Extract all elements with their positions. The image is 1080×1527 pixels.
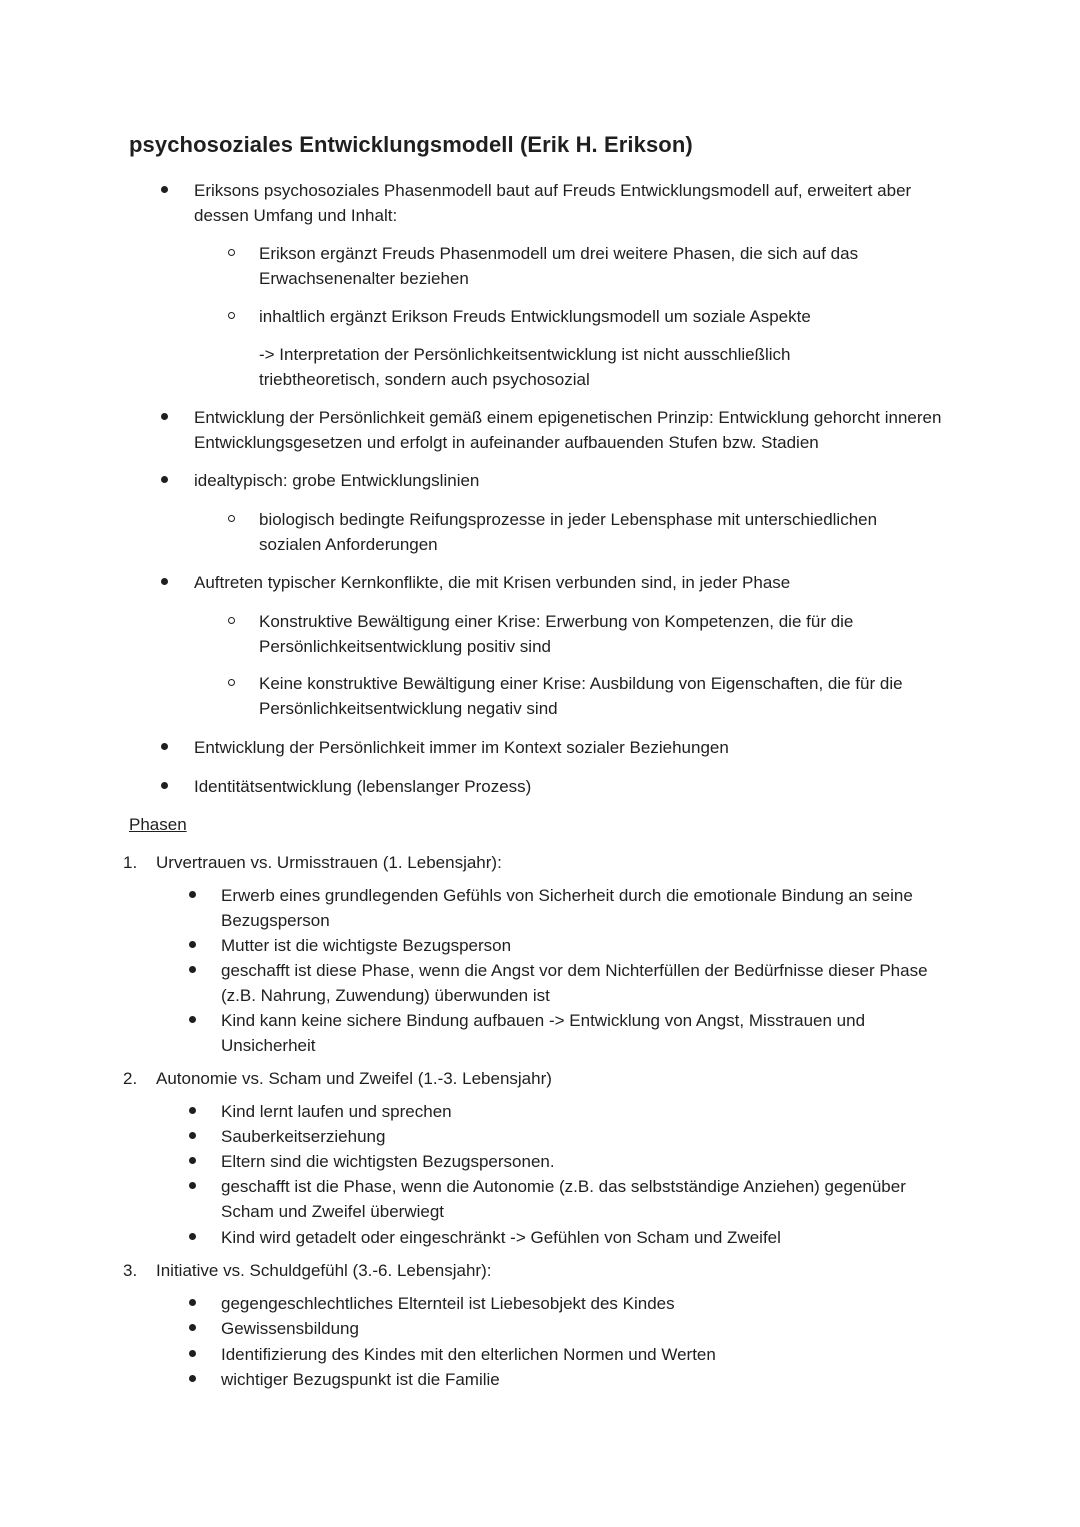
phase-item: Erwerb eines grundlegenden Gefühls von Sicherheit durch die emotionale Bindung an seine Bezugsperson [221, 886, 913, 930]
bullet-icon [189, 1182, 196, 1189]
bullet-icon [189, 1350, 196, 1357]
circle-bullet-icon [228, 312, 235, 319]
phase-title: Initiative vs. Schuldgefühl (3.-6. Lebensjahr): [156, 1261, 492, 1280]
circle-bullet-icon [228, 249, 235, 256]
bullet-icon [189, 1157, 196, 1164]
intro-bullet-4-sub-2: Keine konstruktive Bewältigung einer Krise: Ausbildung von Eigenschaften, die für die Persönlichkeitsentwicklung negativ sind [259, 674, 903, 718]
bullet-icon [189, 1016, 196, 1023]
phasen-heading: Phasen [129, 815, 187, 834]
phase-item: Eltern sind die wichtigsten Bezugspersonen. [221, 1152, 555, 1171]
phase-item: wichtiger Bezugspunkt ist die Familie [221, 1370, 500, 1389]
bullet-icon [189, 1107, 196, 1114]
intro-bullet-1-sub-1: Erikson ergänzt Freuds Phasenmodell um drei weitere Phasen, die sich auf das Erwachsenenalter beziehen [259, 244, 859, 288]
circle-bullet-icon [228, 515, 235, 522]
intro-bullet-3: idealtypisch: grobe Entwicklungslinien [194, 471, 480, 490]
bullet-icon [189, 891, 196, 898]
bullet-icon [161, 476, 168, 483]
bullet-icon [161, 413, 168, 420]
circle-bullet-icon [228, 679, 235, 686]
bullet-icon [189, 966, 196, 973]
phase-number: 2. [123, 1069, 138, 1088]
phase-item: geschafft ist diese Phase, wenn die Angst vor dem Nichterfüllen der Bedürfnisse dieser Phase (z.B. Nahrung, Zuwendung) überwunden ist [221, 961, 928, 1005]
phase-item: Mutter ist die wichtigste Bezugsperson [221, 936, 512, 955]
phase-item: Kind kann keine sichere Bindung aufbauen -> Entwicklung von Angst, Misstrauen und Unsicherheit [221, 1011, 866, 1055]
intro-bullet-1-sub-2-note: -> Interpretation der Persönlichkeitsentwicklung ist nicht ausschließlich triebtheoretisch, sondern auch psychosozial [259, 345, 791, 389]
intro-bullet-4: Auftreten typischer Kernkonflikte, die mit Krisen verbunden sind, in jeder Phase [194, 573, 791, 592]
bullet-icon [161, 782, 168, 789]
bullet-icon [189, 1233, 196, 1240]
intro-bullet-6: Identitätsentwicklung (lebenslanger Prozess) [194, 777, 532, 796]
phase-title: Urvertrauen vs. Urmisstrauen (1. Lebensjahr): [156, 853, 502, 872]
phase-item: Gewissensbildung [221, 1319, 359, 1338]
phase-item: geschafft ist die Phase, wenn die Autonomie (z.B. das selbstständige Anziehen) gegenüber Scham und Zweifel überwiegt [221, 1177, 906, 1221]
phase-item: Kind lernt laufen und sprechen [221, 1102, 452, 1121]
phase-number: 3. [123, 1261, 138, 1280]
phase-item: Kind wird getadelt oder eingeschränkt -> Gefühlen von Scham und Zweifel [221, 1228, 781, 1247]
bullet-icon [189, 1375, 196, 1382]
phase-number: 1. [123, 853, 138, 872]
intro-bullet-1: Eriksons psychosoziales Phasenmodell baut auf Freuds Entwicklungsmodell auf, erweitert aber dessen Umfang und Inhalt: [194, 181, 912, 225]
intro-bullet-5: Entwicklung der Persönlichkeit immer im Kontext sozialer Beziehungen [194, 738, 729, 757]
intro-bullet-1-sub-2: inhaltlich ergänzt Erikson Freuds Entwicklungsmodell um soziale Aspekte [259, 307, 811, 326]
bullet-icon [189, 1132, 196, 1139]
phase-item: Sauberkeitserziehung [221, 1127, 386, 1146]
bullet-icon [189, 1324, 196, 1331]
intro-bullet-2: Entwicklung der Persönlichkeit gemäß einem epigenetischen Prinzip: Entwicklung gehorcht inneren Entwicklungsgesetzen und erfolgt in aufeinander aufbauenden Stufen bzw. Stadien [194, 408, 942, 452]
intro-bullet-4-sub-1: Konstruktive Bewältigung einer Krise: Erwerbung von Kompetenzen, die für die Persönlichkeitsentwicklung positiv sind [259, 612, 854, 656]
phase-item: Identifizierung des Kindes mit den elterlichen Normen und Werten [221, 1345, 716, 1364]
phase-title: Autonomie vs. Scham und Zweifel (1.-3. Lebensjahr) [156, 1069, 552, 1088]
page-title: psychosoziales Entwicklungsmodell (Erik H. Erikson) [129, 132, 693, 157]
bullet-icon [161, 186, 168, 193]
intro-bullet-3-sub-1: biologisch bedingte Reifungsprozesse in jeder Lebensphase mit unterschiedlichen sozialen Anforderungen [259, 510, 878, 554]
circle-bullet-icon [228, 617, 235, 624]
phase-item: gegengeschlechtliches Elternteil ist Liebesobjekt des Kindes [221, 1294, 675, 1313]
bullet-icon [161, 578, 168, 585]
bullet-icon [161, 743, 168, 750]
bullet-icon [189, 941, 196, 948]
bullet-icon [189, 1299, 196, 1306]
